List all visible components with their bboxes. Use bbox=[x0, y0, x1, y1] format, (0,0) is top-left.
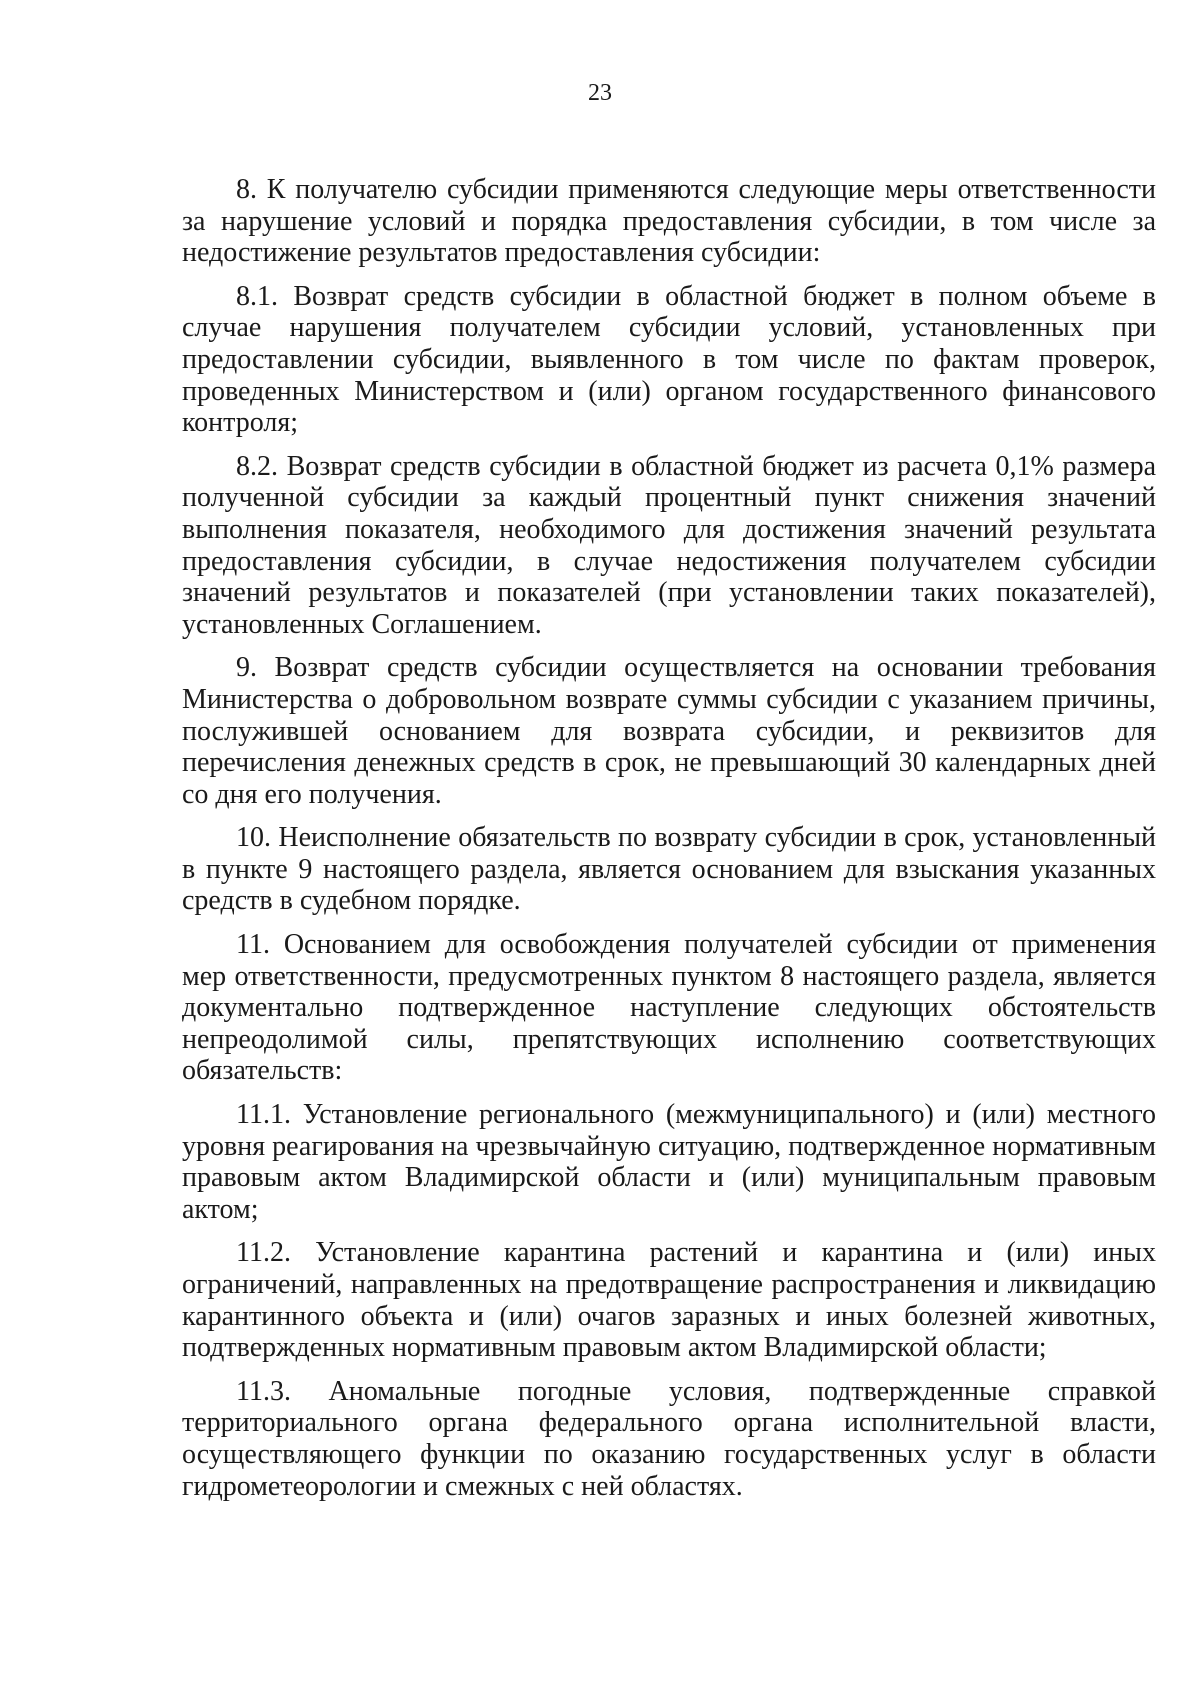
paragraph-9: 9. Возврат средств субсидии осуществляется на основании требования Министерства о добровольном возврате суммы субсидии с указанием причины, послужившей основанием для возврата субсидии, и реквизитов для перечисления денежных средств в срок, не превышающий 30 календарных дней со дня его получения. bbox=[182, 652, 1156, 810]
paragraph-8: 8. К получателю субсидии применяются следующие меры ответственности за нарушение условий и порядка предоставления субсидии, в том числе за недостижение результатов предоставления субсидии: bbox=[182, 174, 1156, 269]
paragraph-10: 10. Неисполнение обязательств по возврату субсидии в срок, установленный в пункте 9 настоящего раздела, является основанием для взыскания указанных средств в судебном порядке. bbox=[182, 822, 1156, 917]
paragraph-11-2: 11.2. Установление карантина растений и карантина и (или) иных ограничений, направленных на предотвращение распространения и ликвидацию карантинного объекта и (или) очагов заразных и иных болезней животных, подтвержденных нормативным правовым актом Владимирской области; bbox=[182, 1237, 1156, 1364]
paragraph-11: 11. Основанием для освобождения получателей субсидии от применения мер ответственности, предусмотренных пунктом 8 настоящего раздела, является документально подтвержденное наступление следующих обстоятельств непреодолимой силы, препятствующих исполнению соответствующих обязательств: bbox=[182, 929, 1156, 1087]
document-body bbox=[182, 174, 1156, 1514]
paragraph-8-2: 8.2. Возврат средств субсидии в областной бюджет из расчета 0,1% размера полученной субсидии за каждый процентный пункт снижения значений выполнения показателя, необходимого для достижения значений результата предоставления субсидии, в случае недостижения получателем субсидии значений результатов и показателей (при установлении таких показателей), установленных Соглашением. bbox=[182, 450, 1156, 640]
paragraph-11-1: 11.1. Установление регионального (межмуниципального) и (или) местного уровня реагирования на чрезвычайную ситуацию, подтвержденное нормативным правовым актом Владимирской области и (или) муниципальным правовым актом; bbox=[182, 1099, 1156, 1225]
paragraph-11-3: 11.3. Аномальные погодные условия, подтвержденные справкой территориального органа федерального органа исполнительной власти, осуществляющего функции по оказанию государственных услуг в области гидрометеорологии и смежных с ней областях. bbox=[182, 1375, 1156, 1502]
page-number: 23 bbox=[588, 80, 612, 106]
paragraph-8-1: 8.1. Возврат средств субсидии в областной бюджет в полном объеме в случае нарушения получателем субсидии условий, установленных при предоставлении субсидии, выявленного в том числе по фактам проверок, проведенных Министерством и (или) органом государственного финансового контроля; bbox=[182, 280, 1156, 439]
